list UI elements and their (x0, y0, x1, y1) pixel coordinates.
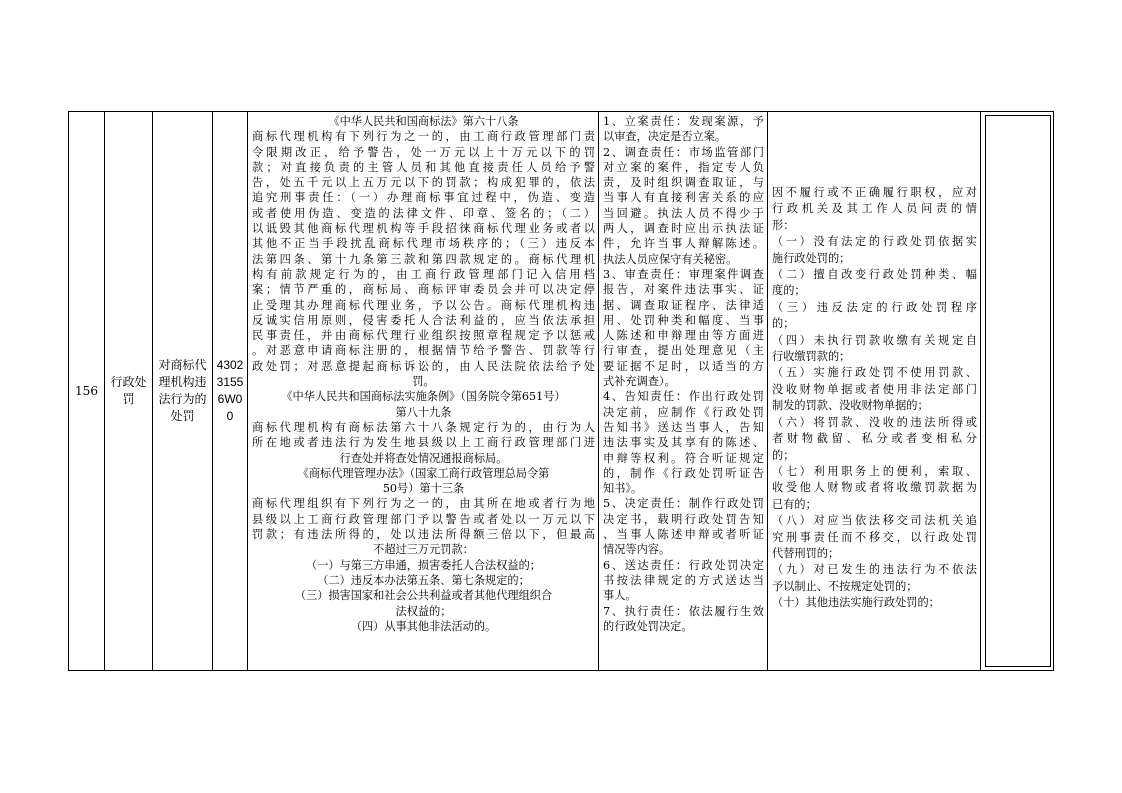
accountability-line: （六）将罚款、没收的违法所得或 (772, 415, 977, 429)
legal-basis-line: 其他不正当手段扰乱商标代理市场秩序的；（三）违反本 (252, 237, 595, 251)
accountability-line: 度的； (772, 284, 806, 298)
legal-basis-line: 行查处并将查处情况通报商标局。 (339, 451, 508, 465)
legal-basis-line: 第八十九条 (395, 405, 452, 419)
legal-basis-line: 50号）第十三条 (382, 482, 465, 496)
responsibility-line: 情况等内容。 (603, 543, 671, 557)
responsibility-line: 的行政处罚决定。 (603, 619, 693, 633)
responsibility-line: 申辩等权利。符合听证规定 (603, 451, 764, 465)
accountability-line: （十）其他违法实施行政处罚的； (772, 596, 940, 610)
seq-cell (69, 112, 105, 670)
responsibility-line: 6、送达责任：行政处罚决定 (603, 558, 764, 572)
legal-basis-line: 商标代理机构有商标法第六十八条规定行为的，由行为人 (252, 420, 595, 434)
responsibility-line: 式补充调查）。 (603, 375, 676, 389)
responsibility-cell (599, 112, 768, 670)
responsibility-line: 两人，调查时应出示执法证 (603, 222, 764, 236)
accountability-line: 行政机关及其工作人员问责的情 (772, 202, 977, 216)
responsibility-line: 2、调查责任：市场监管部门 (603, 145, 764, 159)
responsibility-line: 违法事实及其享有的陈述、 (603, 436, 764, 450)
responsibility-line: 、当事人陈述申辩或者听证 (603, 528, 764, 542)
legal-basis-line: 案；情节严重的，商标局、商标评审委员会并可以决定停 (252, 283, 595, 297)
accountability-line: 因不履行或不正确履行职权，应对 (772, 186, 977, 199)
item-name-line: 法行为的 (158, 392, 207, 406)
responsibility-line: 当回避。执法人员不得少于 (603, 206, 764, 220)
remarks-cell (981, 112, 1055, 670)
category-cell (105, 112, 153, 670)
power-list-table (68, 111, 1054, 671)
accountability-cell (768, 112, 981, 670)
responsibility-line: 决定前，应制作《行政处罚 (603, 405, 764, 419)
accountability-line: （一）没有法定的行政处罚依据实 (772, 235, 977, 249)
responsibility-line: 告知书》送达当事人，告知 (603, 420, 764, 434)
legal-basis-line: 所在地或者违法行为发生地县级以上工商行政管理部门进 (252, 436, 595, 450)
legal-basis-line: 反诚实信用原则，侵害委托人合法利益的，应当依法承担 (252, 313, 595, 327)
responsibility-line: 报告，对案件违法事实、证 (603, 283, 764, 297)
item-code-line: 6W0 (217, 392, 243, 406)
legal-basis-line: （一）与第三方串通，损害委托人合法权益的； (306, 558, 541, 572)
legal-basis-line: 或者使用伪造、变造的法律文件、印章、签名的；（二） (252, 206, 595, 220)
item-name-line: 处罚 (170, 409, 195, 423)
accountability-line: 施行政处罚的； (772, 251, 851, 265)
legal-basis-line: 构有前款规定行为的，由工商行政管理部门记入信用档 (252, 267, 595, 281)
item-code-cell (213, 112, 248, 670)
responsibility-line: 3、审查责任：审理案件调查 (603, 267, 764, 281)
accountability-line: （二）擅自改变行政处罚种类、幅 (772, 268, 977, 282)
accountability-line: 已有的； (772, 497, 817, 511)
legal-basis-line: 《中华人民共和国商标法实施条例》（国务院令第651号） (281, 390, 566, 404)
item-code-line: 3155 (216, 375, 244, 389)
remarks-box (985, 115, 1051, 667)
accountability-line: 形： (772, 218, 795, 232)
legal-basis-line: 罚款；有违法所得的，处以违法所得额三倍以下，但最高 (252, 528, 595, 542)
accountability-line: （九）对已发生的违法行为不依法 (772, 563, 977, 577)
item-code-line: 0 (226, 409, 234, 423)
responsibility-line: 事人。 (603, 589, 637, 603)
legal-basis-text (252, 114, 595, 634)
legal-basis-line: 法权益的； (395, 604, 452, 618)
accountability-line: （八）对应当依法移交司法机关追 (772, 514, 977, 528)
legal-basis-line: 商标代理机构有下列行为之一的，由工商行政管理部门责 (252, 130, 595, 144)
legal-basis-line: 。对恶意申请商标注册的，根据情节给予警告、罚款等行 (252, 344, 595, 358)
legal-basis-line: 政处罚；对恶意提起商标诉讼的，由人民法院依法给予处 (252, 359, 595, 373)
responsibility-line: 要证据不足时，以适当的方 (603, 359, 764, 373)
accountability-line: （五）实施行政处罚不使用罚款、 (772, 366, 977, 380)
responsibility-line: 7、执行责任：依法履行生效 (603, 604, 764, 618)
category-line: 罚 (122, 392, 135, 406)
item-code-line: 4302 (216, 358, 244, 372)
responsibility-line: 1、立案责任：发现案源，予 (603, 115, 764, 128)
responsibility-line: 书按法律规定的方式送达当 (603, 573, 764, 587)
accountability-line: 代替刑罚的； (772, 546, 840, 560)
legal-basis-line: 不超过三万元罚款： (373, 543, 474, 557)
legal-basis-cell (248, 112, 599, 670)
item-name-cell (153, 112, 213, 670)
accountability-line: 者财物截留、私分或者变相私分 (772, 432, 977, 446)
legal-basis-line: 告，处五千元以上五万元以下的罚款；构成犯罪的，依法 (252, 176, 595, 190)
responsibility-line: 以审查，决定是否立案。 (603, 130, 727, 144)
responsibility-line: 的，制作《行政处罚听证告 (603, 466, 764, 480)
accountability-line: 的； (772, 317, 795, 331)
legal-basis-line: （二）违反本办法第五条、第七条规定的； (317, 573, 530, 587)
responsibility-line: 5、决定责任：制作行政处罚 (603, 497, 764, 511)
legal-basis-line: 止受理其办理商标代理业务，予以公告。商标代理机构违 (252, 298, 595, 312)
accountability-line: （三）违反法定的行政处罚程序 (772, 300, 977, 314)
responsibility-line: 当事人有直接利害关系的应 (603, 191, 764, 205)
legal-basis-line: 追究刑事责任：（一）办理商标事宜过程中，伪造、变造 (252, 191, 595, 205)
responsibility-line: 知书》。 (603, 482, 643, 496)
accountability-line: 行收缴罚款的； (772, 350, 851, 364)
responsibility-line: 行审查，提出处理意见（主 (603, 344, 764, 358)
legal-basis-line: 商标代理组织有下列行为之一的，由其所在地或者行为地 (252, 497, 595, 511)
item-name-line: 对商标代 (158, 358, 207, 372)
category-text (110, 374, 146, 408)
legal-basis-line: 款；对直接负责的主管人员和其他直接责任人员给予警 (252, 160, 595, 174)
responsibility-line: 4、告知责任：作出行政处罚 (603, 390, 764, 404)
legal-basis-line: 令限期改正，给予警告，处一万元以上十万元以下的罚 (252, 145, 595, 159)
accountability-line: 究刑事责任而不移交，以行政处罚 (772, 530, 977, 544)
accountability-line: （七）利用职务上的便利，索取、 (772, 464, 977, 478)
legal-basis-line: 以诋毁其他商标代理机构等手段招徕商标代理业务或者以 (252, 222, 595, 236)
responsibility-line: 责，及时组织调查取证，与 (603, 176, 764, 190)
legal-basis-line: 县级以上工商行政管理部门予以警告或者处以一万元以下 (252, 512, 595, 526)
responsibility-line: 用、处罚种类和幅度、当事 (603, 313, 764, 327)
item-code-text (217, 357, 244, 425)
responsibility-line: 对立案的案件，指定专人负 (603, 160, 764, 174)
legal-basis-line: 民事责任，并由商标代理行业组织按照章程规定予以惩戒 (252, 329, 595, 343)
responsibility-line: 决定书，载明行政处罚告知 (603, 512, 764, 526)
seq-number: 156 (75, 384, 98, 398)
responsibility-line: 执法人员应保守有关秘密。 (603, 252, 738, 266)
accountability-line: 的； (772, 448, 795, 462)
accountability-line: 予以制止、不按规定处罚的； (772, 579, 918, 593)
responsibility-line: 人陈述和申辩理由等方面进 (603, 329, 764, 343)
accountability-line: （四）未执行罚款收缴有关规定自 (772, 333, 977, 347)
accountability-text (772, 185, 977, 612)
responsibility-line: 件，允许当事人辩解陈述。 (603, 237, 764, 251)
legal-basis-line: 《中华人民共和国商标法》第六十八条 (328, 115, 519, 128)
legal-basis-line: （三）损害国家和社会公共利益或者其他代理组织合 (294, 589, 553, 603)
responsibility-line: 据、调查取证程序、法律适 (603, 298, 764, 312)
accountability-line: 收受他人财物或者将收缴罚款据为 (772, 481, 977, 495)
legal-basis-line: 《商标代理管理办法》（国家工商行政管理总局令第 (297, 466, 550, 480)
legal-basis-line: （四）从事其他非法活动的。 (350, 619, 497, 633)
legal-basis-line: 法第四条、第十九条第三款和第四款规定的。商标代理机 (252, 252, 595, 266)
category-line: 行政处 (110, 375, 147, 389)
responsibility-text (603, 114, 764, 634)
item-name-line: 理机构违 (158, 375, 207, 389)
item-name-text (158, 357, 206, 425)
accountability-line: 制发的罚款、没收财物单据的； (772, 399, 929, 413)
accountability-line: 没收财物单据或者使用非法定部门 (772, 382, 977, 396)
legal-basis-line: 罚。 (412, 375, 435, 389)
